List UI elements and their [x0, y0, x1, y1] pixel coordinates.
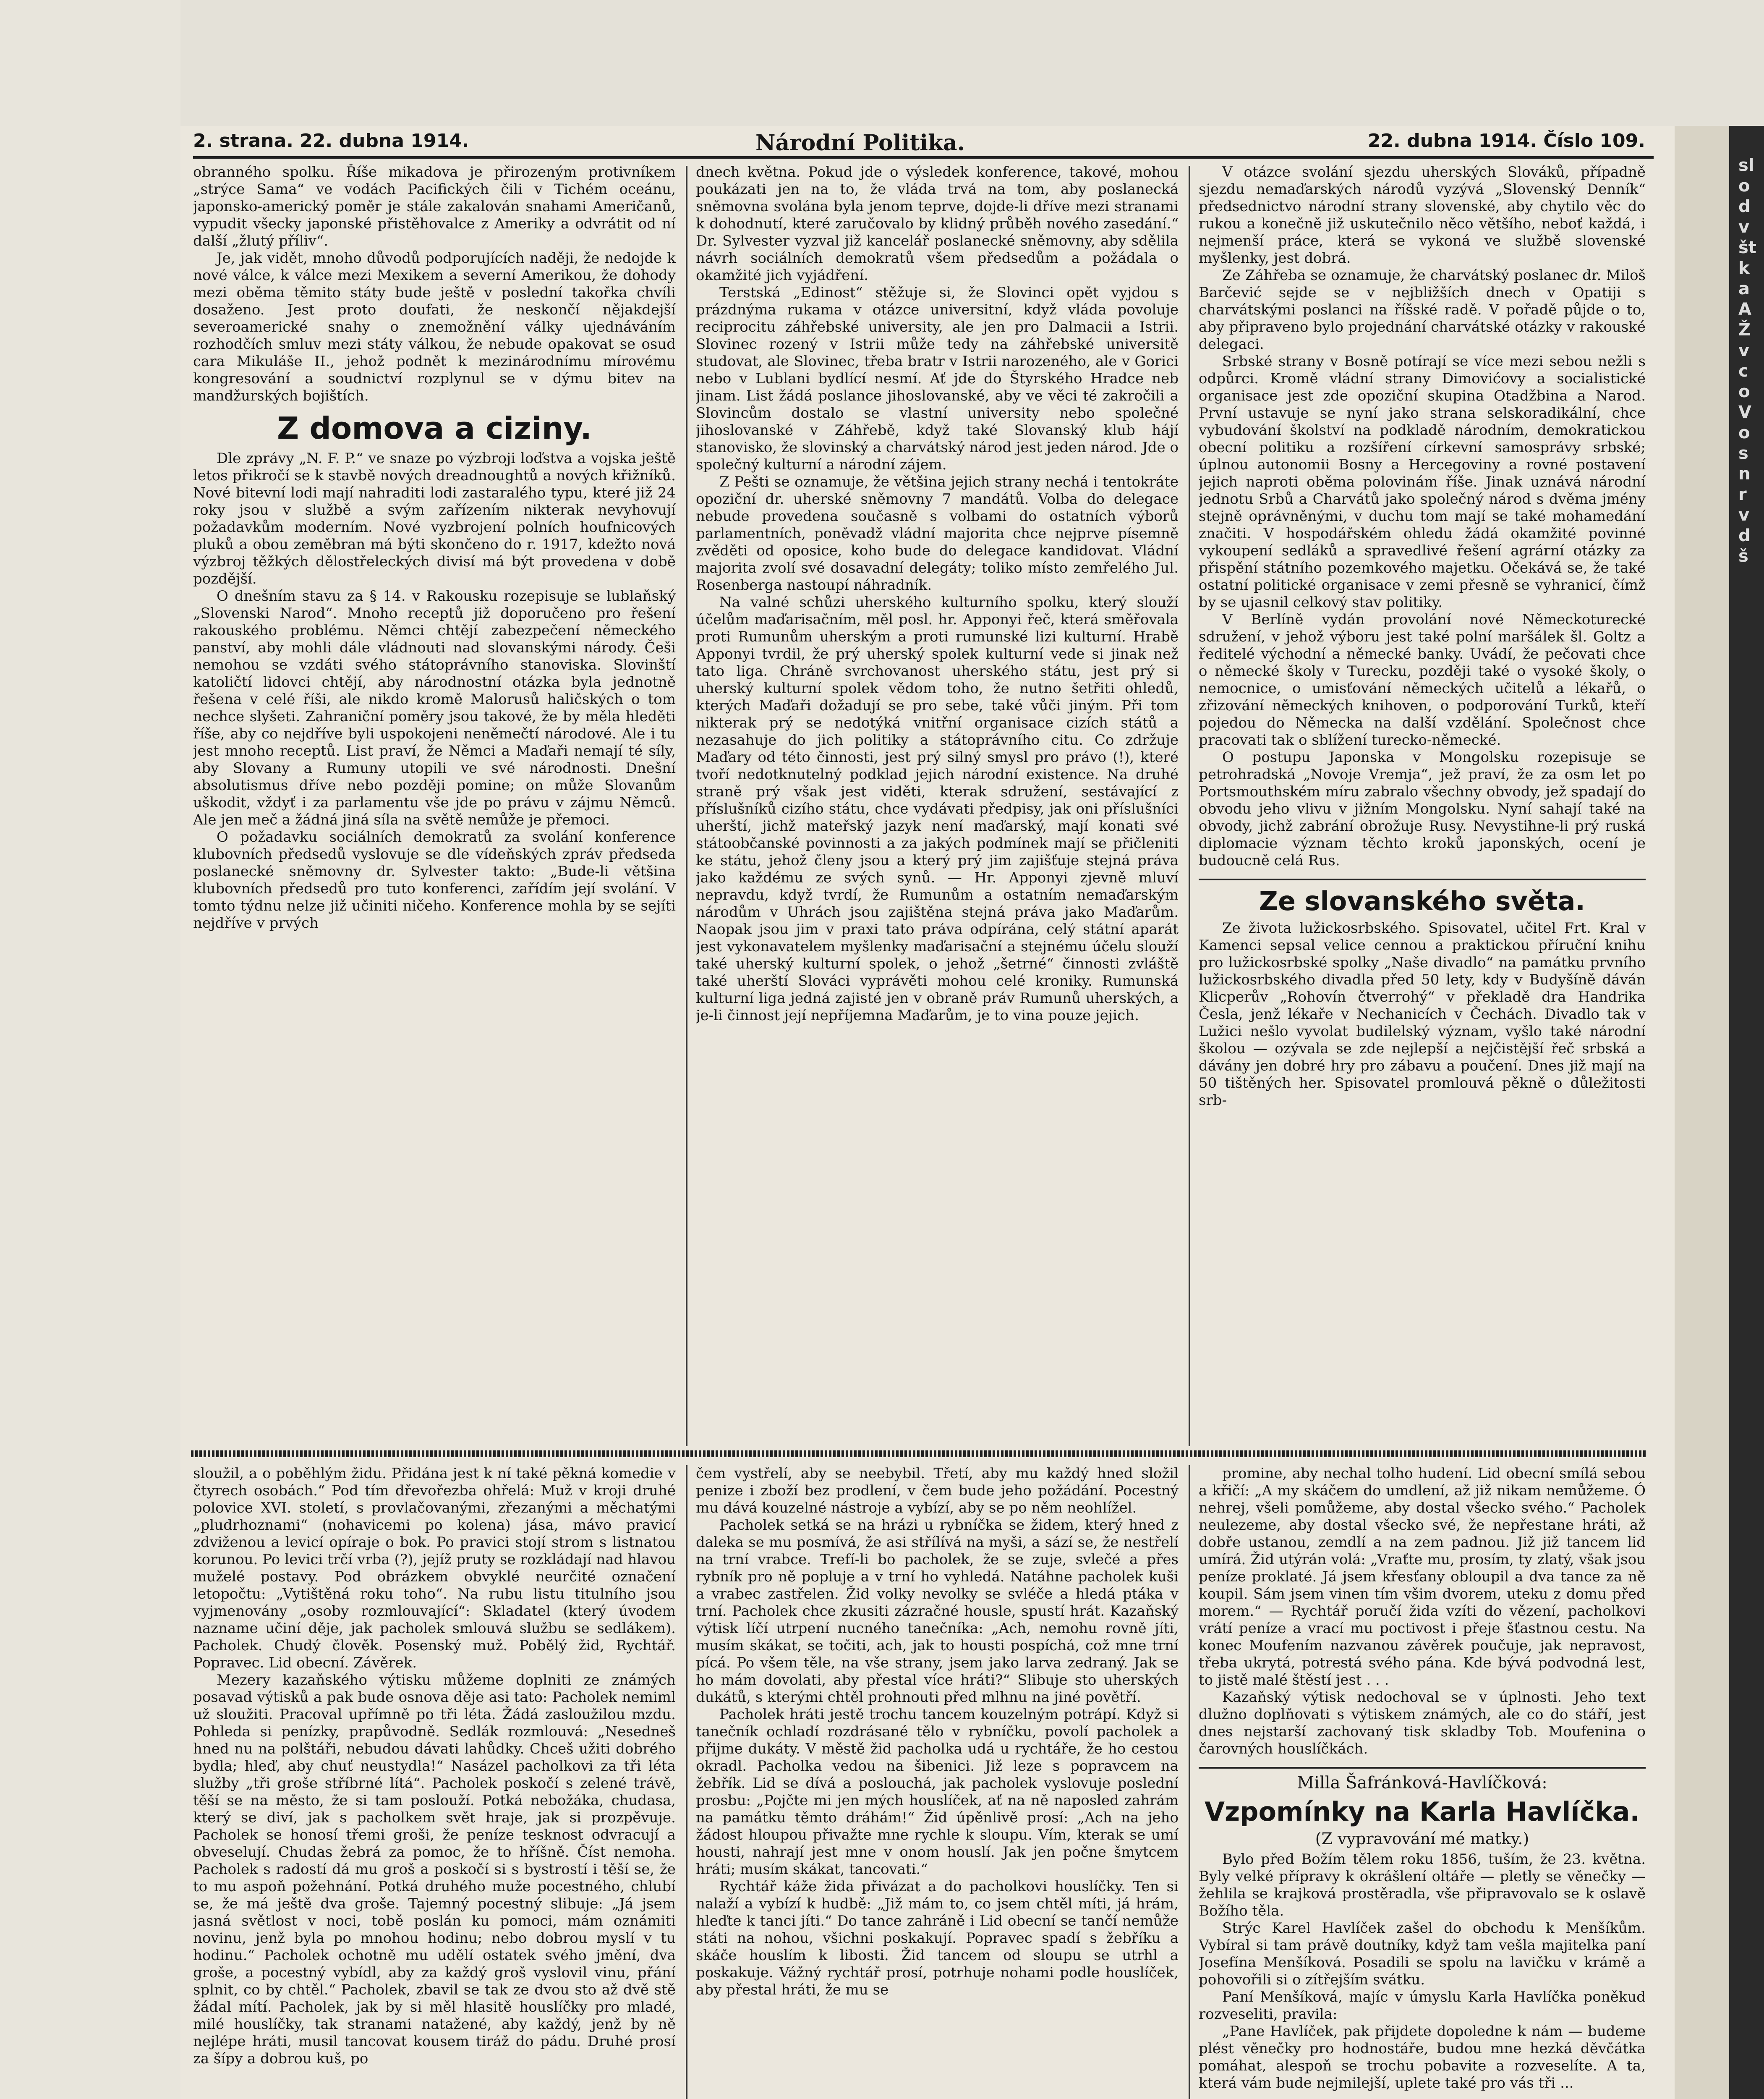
paragraph-group — [193, 164, 676, 405]
adjacent-page-fragment: A — [1738, 300, 1751, 319]
masthead-title: Národní Politika. — [755, 130, 965, 156]
paragraph: Bylo před Božím tělem roku 1856, tuším, že 23. května. Byly velké přípravy k okrášlení oltáře — pletly se věnečky — žehlila se krajková prostěradla, vše připravovalo se k oslavě Božího těla. — [1199, 1851, 1646, 1919]
bottom-column-3 — [1199, 1465, 1646, 2099]
adjacent-page-fragment: d — [1738, 197, 1751, 216]
paragraph: Mezery kazaňského výtisku můžeme doplniti ze známých posavad výtisků a pak bude osnova děje asi tato: Pacholek nemiml už sloužiti. Pracoval upřímně po tři léta. Žádá zasloužilou mzdu. Pohleda si penízky, prapůvodně. Sedlák rozmlouvá: „Nesedneš hned nu na polštáři, nebudou dávati lahůdky. Chceš užiti dobrého bydla; hleď, aby chuť neustydla!“ Nasázel pacholkovi za tři léta služby „tři groše stříbrné lítá“. Pacholek poskočí s zelené trávě, těší se na město, že si tam poslouží. Potká nebožáka, chudasa, který se diví, jak s pacholkem svět hraje, jak si prozpěvuje. Pacholek se honosí třemi groši, že peníze tesknost odvracují a obveselují. Chudas žebrá za pomoc, že to hříšně. Číst nemoha. Pacholek s radostí dá mu groš a poskočí si s bystrostí i těší se, že to mu aspoň požehnání. Potká druhého muže pocestného, chlubí se, že má ještě dva groše. Tajemný pocestný slibuje: „Já jsem jasná světlost v noci, tobě poslán ku pomoci, mám oznámiti novinu, jenž byla po mnohou hodinu; nebo dobrou myslí v tu hodinu.“ Pacholek ochotně mu udělí ostatek svého jmění, dva groše, a pocestný vybídl, aby za každý groš vyslovil vinu, přání splnit, co by chtěl.“ Pacholek, zbavil se tak ze dvou sto až dvě stě žádal mítí. Pacholek, jak by si měl hlasitě houslíčky pro mladé, milé houslíčky, tak stranami natažené, aby každý, jenž by ně nejlépe hráti, musil tancovat kousem tiráž do pádu. Druhé prosí za šípy a dobrou kuš, po — [193, 1672, 676, 2067]
scan-margin-top — [0, 0, 1764, 126]
adjacent-page-fragment: r — [1738, 485, 1747, 504]
paragraph: O postupu Japonska v Mongolsku rozepisuje se petrohradská „Novoje Vremja“, jež praví, že za osm let po Portsmouthském míru zabralo všechny obvody, jež spadají do obvodu jeho vlivu v jižním Mongolsku. Nyní sahají také na obvody, jichž zabrání obrožuje Rusy. Nevystihne-li prý ruská diplomacie význam těchto kroků japonských, ocení je budoucně celá Rus. — [1199, 749, 1646, 869]
section-heading-slovansky: Ze slovanského světa. — [1259, 886, 1585, 916]
top-column-2 — [696, 164, 1179, 1444]
article-subtitle: (Z vypravování mé matky.) — [1315, 1829, 1529, 1848]
paragraph-group — [193, 450, 676, 932]
adjacent-page-strip — [1738, 155, 1761, 567]
paragraph: Dle zprávy „N. F. P.“ ve snaze po výzbroji loďstva a vojska ještě letos přikročí se k stavbě nových dreadnoughtů a nových křižníků. Nové bitevní lodi mají nahraditi lodi zastaralého typu, které již 24 roky jsou v službě a svým zařízením nikterak nevyhovují požadavkům moderním. Nové vyzbrojení polních houfnicových pluků a obou zeměbran má býti skončeno do r. 1917, kdežto nová výzbroj těžkých dělostřeleckých divisí má být provedena v době pozdější. — [193, 450, 676, 587]
paragraph: Ze života lužickosrbského. Spisovatel, učitel Frt. Kral v Kamenci sepsal velice cennou a praktickou příruční knihu pro lužickosrbské spolky „Naše divadlo“ na památku prvního lužickosrbského divadla před 50 lety, kdy v Budyšíně dáván Klicperův „Rohovín čtverrohý“ v překladě dra Handrika Česla, jenž lékaře v Nechanicích v Čechách. Divadlo tak v Lužici nešlo vyvolat budilelský význam, vyšlo také národní školou — ozývala se zde nejlepší a nejčistější řeč srbská a dávány jen dobré hry pro zábavu a poučení. Dnes již mají na 50 tištěných her. Spisovatel promlouvá pěkně o důležitosti srb- — [1199, 920, 1646, 1109]
adjacent-page-fragment: o — [1738, 423, 1750, 442]
adjacent-page-fragment: št — [1738, 238, 1756, 257]
adjacent-page-fragment: v — [1738, 341, 1750, 360]
adjacent-page-fragment: V — [1738, 403, 1751, 422]
paragraph: O dnešním stavu za § 14. v Rakousku rozepisuje se lublaňský „Slovenski Narod“. Mnoho receptů již doporučeno pro řešení rakouského problému. Němci chtějí zabezpečení německého panství, aby mohli dále vládnouti nad slovanskými národy. Češi nemohou se vzdáti svého státoprávního stanoviska. Slovinští katoličtí lidovci chtějí, aby národnostní otázka byla jednotně řešena v celé říši, ale nikdo kromě Malorusů haličských o tom nechce slyšeti. Zahraniční poměry jsou takové, že by měla hleděti říše, aby co nejdříve byli uspokojeni neněmečtí národové. Ale i tu jest mnoho receptů. List praví, že Němci a Maďaři nemají té síly, aby Slovany a Rumuny utopili ve své národnosti. Dnešní absolutismus dříve nebo později pomine; on může Slovanům uškodit, vždyť i za parlamentu vše jde po právu v zájmu Němců. Ale jen meč a žádná jiná síla na světě nemůže je přemoci. — [193, 588, 676, 828]
adjacent-page-fragment: v — [1738, 217, 1750, 237]
paragraph: Paní Menšíková, majíc v úmyslu Karla Havlíčka poněkud rozveseliti, pravila: — [1199, 1989, 1646, 2023]
header-right: 22. dubna 1914. Číslo 109. — [1367, 130, 1645, 152]
adjacent-page-fragment: Ž — [1738, 320, 1751, 340]
adjacent-page-fragment: k — [1738, 259, 1750, 278]
adjacent-page-fragment: v — [1738, 505, 1750, 525]
bottom-column-2 — [696, 1465, 1179, 2099]
adjacent-page-fragment: š — [1738, 547, 1748, 566]
section-rule — [1199, 879, 1646, 880]
paragraph: Srbské strany v Bosně potírají se více mezi sebou nežli s odpůrci. Kromě vládní strany Dimovićovy a socialistické organisace jest zde opoziční skupina Otadžbina a Narod. První ustavuje se nyní jako strana selskoradikální, chce vybudování školství na podkladě národním, demokratickou obecní politiku a rozšíření církevní samosprávy srbské; úplnou autonomii Bosny a Hercegoviny a rovné postavení jejich naproti oběma polovinám říše. Jinak uznává národní jednotu Srbů a Charvátů jako společný národ s dvěma jmény stejně oprávněnými, v duchu tom mají se také mohamedání značiti. V hospodářském ohledu žádá okamžité povinné vykoupení sedláků a spravedlivé řešení agrární otázky za přispění státního pozemkového majetku. Očekává se, že také ostatní politické organisace v zemi přesně se vyhranicí, čímž by se ujasnil celkový stav politiky. — [1199, 353, 1646, 611]
paragraph: obranného spolku. Říše mikadova je přirozeným protivníkem „strýce Sama“ ve vodách Pacifických čili v Tichém oceánu, japonsko-americký poměr je stále zakalován snahami Američanů, vypudit všecky japonské přistěhovalce z Ameriky a odvrátit od ní další „žlutý příliv“. — [193, 164, 676, 249]
paragraph: promine, aby nechal tolho hudení. Lid obecní smílá sebou a křičí: „A my skáčem do umdlení, až již nikam nemůžeme. Ó nehrej, všeli pomůžeme, aby dostal všecko svého.“ Pacholek neulezeme, aby dostal všecko své, že nepřestane hráti, až dobře ustanou, zemdlí a na zem padnou. Již již tancem lid umírá. Žid utýrán volá: „Vraťte mu, prosím, ty zlatý, však jsou peníze proklaté. Já jsem křesťany obloupil a dva tance za ně koupil. Sám jsem vinen tím všim dvorem, uteku z domu před morem.“ — Rychtář poručí žida vzíti do vězení, pacholkovi vrátí peníze a vrací mu poctivost i přeje šťastnou cestu. Na konec Moufením nazvanou závěrek poučuje, jak nepravost, třeba ukrytá, potrestá svého pána. Kde bývá podvodná lest, to jistě malé štěstí jest . . . — [1199, 1465, 1646, 1688]
paragraph: Rychtář káže žida přivázat a do pacholkovi houslíčky. Ten si nalaží a vybízí k hudbě: „Již mám to, co jsem chtěl míti, já hrám, hleďte k tanci jíti.“ Do tance zahráně i Lid obecní se tančí nemůže státi na nohou, všichni poskakují. Popravec spadí s žebříku a skáče houslím k libosti. Žid tancem od sloupu se utrhl a poskakuje. Vážný rychtář prosí, potrhuje nohami podle houslíček, aby přestal hráti, že mu se — [696, 1878, 1179, 1998]
paragraph: Ze Záhřeba se oznamuje, že charvátský poslanec dr. Miloš Barčević sejde se v nejbližších dnech v Opatiji s charvátskými poslanci na říšské radě. V pořadě půjde o to, aby připraveno bylo projednání charvátské otázky v rakouské delegaci. — [1199, 267, 1646, 353]
header-left: 2. strana. 22. dubna 1914. — [193, 130, 469, 152]
paragraph: Je, jak vidět, mnoho důvodů podporujících naději, že nedojde k nové válce, k válce mezi Mexikem a severní Amerikou, že dohody mezi oběma těmito státy bude ještě v poslední takořka chvíli dosaženo. Jest proto doufati, že neskončí nějakdejší severoamerické snahy o znemožnění války ujednáváním rozhodčích smluv mezi státy válkou, že nebude opakovat se osud cara Mikuláše II., jehož podnět k mezinárodnímu mírovému kongresování a soudnictví rozplynul se v dýmu bitev na mandžurských bojištích. — [193, 250, 676, 404]
header-rule — [193, 156, 1654, 159]
paragraph: V otázce svolání sjezdu uherských Slováků, případně sjezdu nemaďarských národů vyzývá „Slovenský Denník“ předsednictvo národní strany slovenské, aby chytilo věc do rukou a konečně již uskutečnilo něco většího, neboť každá, i nejmenší práce, která se vykoná ve službě slovenské myšlenky, jest dobrá. — [1199, 164, 1646, 267]
adjacent-page-fragment: c — [1738, 361, 1748, 381]
paragraph: „Pane Havlíček, pak přijdete dopoledne k nám — budeme plést věnečky pro hodnostáře, budou mne hezká děvčátka pomáhat, alespoň se trochu pobavite a rozveselíte. A ta, která vám bude nejmilejší, uplete také pro vás tři ... — [1199, 2023, 1646, 2091]
adjacent-page-fragment: o — [1738, 176, 1750, 196]
paragraph: O požadavku sociálních demokratů za svolání konference klubovních předsedů vyslovuje se dle vídeňských zpráv předseda poslanecké sněmovny dr. Sylvester takto: „Bude-li většina klubovních předsedů pro tuto konferenci, zařídím její svolání. V tomto týdnu nelze již učiniti ničeho. Konference mohla by se sejíti nejdříve v prvých — [193, 829, 676, 932]
paragraph: Kazaňský výtisk nedochoval se v úplnosti. Jeho text dlužno doplňovati s výtiskem známých, ale co do stáří, jest dnes nejstarší zachovaný tisk skladby Tob. Moufenina o čarovných houslíčkách. — [1199, 1689, 1646, 1757]
top-column-1 — [193, 164, 676, 1444]
column-divider — [1189, 1465, 1190, 2099]
column-divider — [1189, 166, 1190, 1446]
paragraph: Na valné schůzi uherského kulturního spolku, který slouží účelům maďarisačním, měl posl. hr. Apponyi řeč, která směřovala proti Rumunům uherským a proti rumunské lizi kulturní. Hrabě Apponyi tvrdil, že prý uherský spolek kulturní vede si jinak než tato liga. Chráně svrchovanost uherského státu, jest prý si uherský kulturní spolek vědom toho, že nutno šetřiti ohledů, kterých Maďaři dožadují se pro sebe, také vůči jiným. Při tom nikterak prý se nedotýká vnitřní organisace cizích států a nezasahuje do jich politiky a státoprávního citu. Co zdržuje Maďary od této činnosti, jest prý silný smysl pro právo (!), které tvoří nedotknutelný podklad jejich národní existence. Na druhé straně prý však jest viděti, kterak sdružení, sestávající z příslušníků cizího státu, chce vydávati předpisy, jak oni příslušníci uherští, jichž mateřský jazyk není maďarský, mají konati své státoobčanské povinnosti a za jakých podmínek mají se přičleniti ke státu, jehož členy jsou a který prý jim zajišťuje stejná práva jako každému ze svých synů. — Hr. Apponyi zjevně mluví nepravdu, když tvrdí, že Rumunům a ostatním nemaďarským národům v Uhrách jsou zajištěna stejná práva jako Maďarům. Naopak jsou jim v praxi tato práva odpírána, celý státní aparát jest vykonavatelem myšlenky maďarisační a stejnému účelu slouží také uherský kulturní spolek, o jehož „šetrné“ činnosti zvláště také uherští Slováci vyprávěti mohou celé kroniky. Rumunská kulturní liga jedná zajisté jen v obraně práv Rumunů uherských, a je-li činnost její nepříjemna Maďarům, je to vina pouze jejich. — [696, 594, 1179, 1024]
paragraph: V Berlíně vydán provolání nové Německoturecké sdružení, v jehož výboru jest také polní maršálek šl. Goltz a ředitelé východní a německé banky. Uvádí, že pečovati chce o německé školy v Turecku, později také o vysoké školy, o nemocnice, o umisťování německých učitelů a lékařů, o zřizování německých knihoven, o podporování Turků, kteří pojedou do Německa na další vzdělání. Společnost chce pracovati tak o sblížení turecko-německé. — [1199, 611, 1646, 749]
paragraph-group — [696, 164, 1179, 1024]
paragraph-group — [1199, 1465, 1646, 1758]
adjacent-page-fragment: s — [1738, 444, 1748, 463]
column-divider — [686, 166, 687, 1446]
paragraph: dnech května. Pokud jde o výsledek konference, takové, mohou poukázati jen na to, že vláda trvá na tom, aby poslanecká sněmovna svolána byla jenom teprve, dojde-li dříve mezi stranami k dohodnutí, které zaručovalo by klidný průběh nového zasedání.“ Dr. Sylvester vyzval již kancelář poslanecké sněmovny, aby sdělila návrh sociálních demokratů všem předsedům a požádala o okamžité jich vyjádření. — [696, 164, 1179, 284]
column-divider — [686, 1465, 687, 2099]
paragraph: Strýc Karel Havlíček zašel do obchodu k Menšíkům. Vybíral si tam právě doutníky, když tam vešla majitelka paní Josefína Menšíková. Posadili se spolu na lavičku v krámě a pohovořili si o zítřejším svátku. — [1199, 1920, 1646, 1988]
paragraph: Pacholek hráti jestě trochu tancem kouzelným potrápí. Když si tanečník ochladí rozdrásané tělo v rybníčku, povolí pacholek a přijme dukáty. V městě žid pacholka udá u rychtáře, že ho cestou okradl. Pacholka vedou na šibenici. Již leze s popravcem na žebřík. Lid se dívá a poslouchá, jak pacholek vyslovuje poslední prosbu: „Pojčte mi jen mých houslíček, ať na ně naposled zahrám na památku těmto dráhám!“ Žid úpěnlivě prosí: „Ach na jeho žádost hloupou přivažte mne rychle k sloupu. Vím, kterak se umí housti, nahrají jest mne v onom houslí. Jak jen počne šmytcem hráti; musím skákat, tancovati.“ — [696, 1706, 1179, 1878]
paragraph: Z Pešti se oznamuje, že většina jejich strany nechá i tentokráte opoziční dr. uherské sněmovny 7 mandátů. Volba do delegace nebude provedena současně s volbami do ostatních výborů parlamentních, poněvadž vládní majorita chce nejprve písemně zvěděti od oposice, koho bude do delegace kandidovat. Vládní majorita zvolí své dosavadní delegáty; toliko místo zemřelého Jul. Rosenberga nastoupí náhradník. — [696, 474, 1179, 594]
paragraph: čem vystřelí, aby se neebybil. Třetí, aby mu každý hned složil penize i zboží bez prodlení, v čem bude jeho požádání. Pocestný mu dává kouzelné nástroje a vybízí, aby se po něm neohlížel. — [696, 1465, 1179, 1516]
page-header — [193, 130, 1645, 160]
paragraph-group — [1199, 1851, 1646, 2092]
adjacent-page-fragment: o — [1738, 382, 1750, 401]
scan-margin-left — [0, 0, 180, 2099]
paragraph: Terstská „Edinost“ stěžuje si, že Slovinci opět vyjdou s prázdnýma rukama v otázce universitní, když vláda povoluje reciprocitu záhřebské university, ale jen pro Dalmacii a Istrii. Slovinec rozený v Istrii může tedy na záhřebské universitě studovat, ale Slovinec, třeba bratr v Istrii narozeného, ale v Gorici nebo v Lublani bydlící nesmí. Ať jde do Štyrského Hradce neb jinam. List žádá poslance jihoslovanské, aby ve věci té zakročili a Slovincům dostalo se vlastní university nebo společné jihoslovanské v Záhřebě, když také Slovanský klub hájí stanovisko, že slovinský a charvátský národ jest jeden národ. Jde o společný kulturní a národní zájem. — [696, 284, 1179, 473]
bottom-column-1 — [193, 1465, 676, 2099]
feuilleton-divider — [191, 1450, 1647, 1457]
article-author: Milla Šafránková-Havlíčková: — [1297, 1773, 1547, 1793]
paragraph-group — [696, 1465, 1179, 1999]
paragraph: Pacholek setká se na hrázi u rybníčka se židem, který hned z daleka se mu posmívá, že asi střílívá na myši, a sází se, že nestřelí na trní vrabce. Trefí-li bo pacholek, že se zuje, svlečé a přes rybník pro ně popluje a v trní ho vyhledá. Natáhne pacholek kuši a vrabec zastřelen. Žid volky nevolky se svléče a hledá ptáka v trní. Pacholek chce zkusiti zázračné housle, spustí hrát. Kazaňský výtisk líčí utrpení nucného tanečníka: „Ach, nemohu rovně jíti, musím skákat, se točiti, ach, jak to housti pospíchá, což mne trní pícá. Po všem těle, na vše strany, jsem jako larva zedraný. Jak se ho mám dovolati, aby přestal více hráti?“ Slibuje sto uherských dukátů, s kterými chtěl prohnouti před mlhnu na jiné povětří. — [696, 1517, 1179, 1706]
paragraph-group — [1199, 164, 1646, 869]
adjacent-page-fragment: d — [1738, 526, 1751, 545]
paragraph: sloužil, a o poběhlým židu. Přidána jest k ní také pěkná komedie v čtyrech osobách.“ Pod tím dřevořezba ohřelá: Muž v kroji druhé polovice XVI. století, s provlačovanými, zřezanými a měchatými „pludrhoznami“ (nohavicemi po kolena) jása, mávo pravicí zdviženou a levicí opíraje o bok. Po pravici stojí strom s listnatou korunou. Po levici trčí vrba (?), jejíž pruty se rozkládají nad hlavou muželé postavy. Pod obrázkem obvyklé neurčité označení letopočtu: „Vytištěná roku toho“. Na rubu listu titulního jsou vyjmenovány „osoby rozmlouvající“: Skladatel (který úvodem nazname učiní děje, jak pacholek smlouvá službu se sedlákem). Pacholek. Chudý člověk. Posenský muž. Pobělý žid, Rychtář. Popravec. Lid obecní. Závěrek. — [193, 1465, 676, 1671]
article-title-vzpominky: Vzpomínky na Karla Havlíčka. — [1205, 1796, 1640, 1827]
paragraph-group — [1199, 920, 1646, 1109]
adjacent-page-fragment: a — [1738, 279, 1750, 298]
section-heading-domov: Z domova a ciziny. — [277, 411, 592, 446]
adjacent-page-fragment: sl — [1738, 156, 1754, 175]
adjacent-page-fragment: n — [1738, 464, 1751, 484]
top-column-3 — [1199, 164, 1646, 1444]
paragraph-group — [193, 1465, 676, 2068]
section-rule — [1199, 1767, 1646, 1769]
